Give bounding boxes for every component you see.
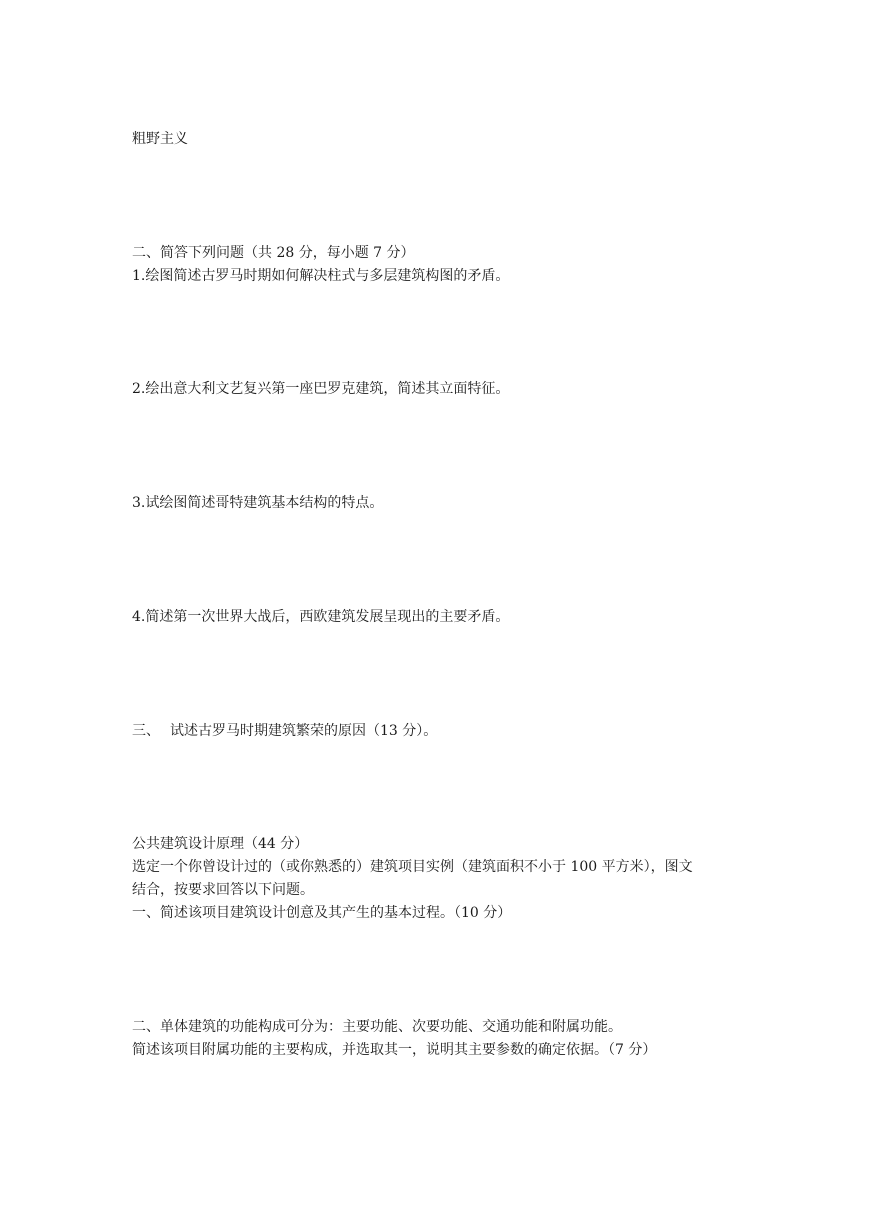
- intro-line-1: 选定一个你曾设计过的（或你熟悉的）建筑项目实例（建筑面积不小于 100 平方米），图文: [132, 859, 693, 875]
- intro-line-2: 结合，按要求回答以下问题。: [132, 882, 314, 898]
- question-two-line-1: 二、单体建筑的功能构成可分为：主要功能、次要功能、交通功能和附属功能。: [132, 1019, 622, 1035]
- question-3: 3.试绘图简述哥特建筑基本结构的特点。: [132, 495, 384, 511]
- question-1: 1.绘图简述古罗马时期如何解决柱式与多层建筑构图的矛盾。: [132, 268, 510, 284]
- term-text: 粗野主义: [132, 131, 188, 147]
- question-4: 4.简述第一次世界大战后，西欧建筑发展呈现出的主要矛盾。: [132, 609, 510, 625]
- question-two-line-2: 简述该项目附属功能的主要构成，并选取其一，说明其主要参数的确定依据。（7 分）: [132, 1042, 657, 1058]
- section2-heading: 二、简答下列问题（共 28 分，每小题 7 分）: [132, 245, 415, 261]
- part-title: 公共建筑设计原理（44 分）: [132, 836, 309, 852]
- question-2: 2.绘出意大利文艺复兴第一座巴罗克建筑，简述其立面特征。: [132, 381, 510, 397]
- section3-heading: [132, 721, 437, 741]
- section3-text: 试述古罗马时期建筑繁荣的原因（13 分）。: [170, 723, 438, 739]
- section3-number: 三、: [132, 723, 160, 739]
- question-one: 一、简述该项目建筑设计创意及其产生的基本过程。（10 分）: [132, 905, 512, 921]
